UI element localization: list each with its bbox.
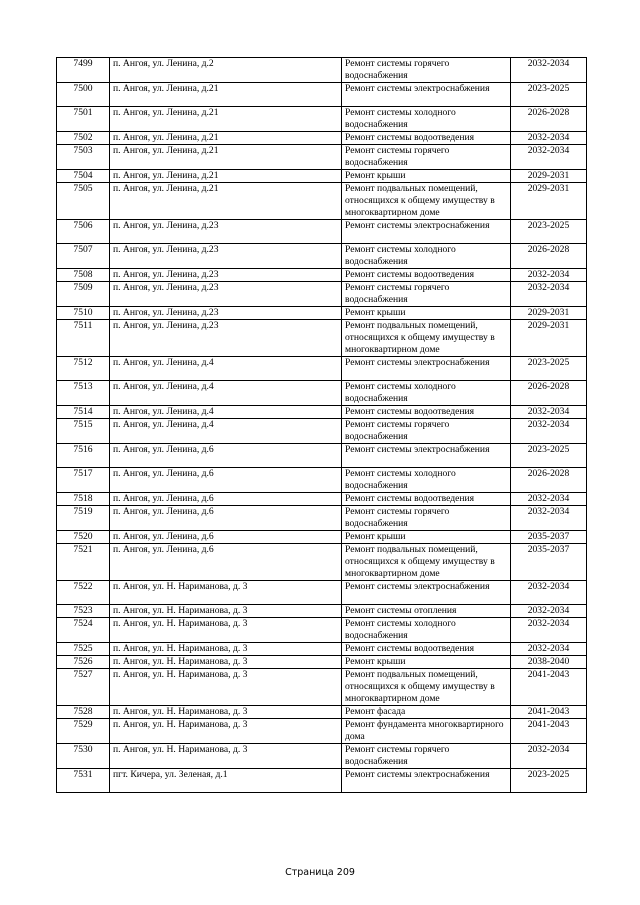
- table-row: [57, 307, 587, 320]
- address-cell: п. Ангоя, ул. Ленина, д.21: [110, 132, 342, 145]
- table-row: [57, 244, 587, 269]
- row-number: 7516: [57, 444, 110, 468]
- address-cell: п. Ангоя, ул. Ленина, д.23: [110, 307, 342, 320]
- row-number: 7522: [57, 581, 110, 605]
- address-cell: п. Ангоя, ул. Ленина, д.6: [110, 531, 342, 544]
- period-cell: 2026-2028: [511, 381, 587, 406]
- table-row: [57, 493, 587, 506]
- period-cell: 2023-2025: [511, 220, 587, 244]
- table-row: [57, 719, 587, 744]
- row-number: 7530: [57, 744, 110, 769]
- work-type-cell: Ремонт системы электроснабжения: [342, 220, 511, 244]
- table-row: [57, 406, 587, 419]
- address-cell: п. Ангоя, ул. Ленина, д.4: [110, 381, 342, 406]
- address-cell: пгт. Кичера, ул. Зеленая, д.1: [110, 769, 342, 793]
- work-type-cell: Ремонт системы электроснабжения: [342, 769, 511, 793]
- table-row: [57, 83, 587, 107]
- period-cell: 2023-2025: [511, 83, 587, 107]
- work-type-cell: Ремонт системы водоотведения: [342, 269, 511, 282]
- period-cell: 2026-2028: [511, 468, 587, 493]
- work-type-cell: Ремонт фасада: [342, 706, 511, 719]
- table-row: [57, 744, 587, 769]
- address-cell: п. Ангоя, ул. Ленина, д.21: [110, 183, 342, 220]
- table-row: [57, 506, 587, 531]
- period-cell: 2032-2034: [511, 419, 587, 444]
- address-cell: п. Ангоя, ул. Н. Нариманова, д. 3: [110, 581, 342, 605]
- table-row: [57, 220, 587, 244]
- address-cell: п. Ангоя, ул. Ленина, д.4: [110, 406, 342, 419]
- address-cell: п. Ангоя, ул. Н. Нариманова, д. 3: [110, 643, 342, 656]
- work-type-cell: Ремонт системы электроснабжения: [342, 83, 511, 107]
- row-number: 7501: [57, 107, 110, 132]
- period-cell: 2026-2028: [511, 244, 587, 269]
- row-number: 7509: [57, 282, 110, 307]
- period-cell: 2029-2031: [511, 183, 587, 220]
- work-type-cell: Ремонт системы отопления: [342, 605, 511, 618]
- table-row: [57, 605, 587, 618]
- table-row: [57, 581, 587, 605]
- address-cell: п. Ангоя, ул. Ленина, д.21: [110, 145, 342, 170]
- table-row: [57, 444, 587, 468]
- period-cell: 2029-2031: [511, 307, 587, 320]
- table-body: [57, 58, 587, 793]
- period-cell: 2041-2043: [511, 719, 587, 744]
- address-cell: п. Ангоя, ул. Ленина, д.21: [110, 170, 342, 183]
- row-number: 7508: [57, 269, 110, 282]
- work-type-cell: Ремонт системы холодного водоснабжения: [342, 107, 511, 132]
- period-cell: 2032-2034: [511, 493, 587, 506]
- table-row: [57, 669, 587, 706]
- table-row: [57, 656, 587, 669]
- address-cell: п. Ангоя, ул. Ленина, д.21: [110, 107, 342, 132]
- row-number: 7506: [57, 220, 110, 244]
- period-cell: 2035-2037: [511, 531, 587, 544]
- address-cell: п. Ангоя, ул. Ленина, д.21: [110, 83, 342, 107]
- row-number: 7528: [57, 706, 110, 719]
- table-row: [57, 58, 587, 83]
- address-cell: п. Ангоя, ул. Ленина, д.6: [110, 506, 342, 531]
- work-type-cell: Ремонт системы водоотведения: [342, 132, 511, 145]
- row-number: 7500: [57, 83, 110, 107]
- row-number: 7513: [57, 381, 110, 406]
- period-cell: 2041-2043: [511, 706, 587, 719]
- address-cell: п. Ангоя, ул. Ленина, д.23: [110, 244, 342, 269]
- work-type-cell: Ремонт системы холодного водоснабжения: [342, 381, 511, 406]
- address-cell: п. Ангоя, ул. Н. Нариманова, д. 3: [110, 706, 342, 719]
- work-type-cell: Ремонт системы электроснабжения: [342, 581, 511, 605]
- work-type-cell: Ремонт системы холодного водоснабжения: [342, 244, 511, 269]
- address-cell: п. Ангоя, ул. Н. Нариманова, д. 3: [110, 669, 342, 706]
- address-cell: п. Ангоя, ул. Ленина, д.6: [110, 444, 342, 468]
- row-number: 7505: [57, 183, 110, 220]
- work-type-cell: Ремонт системы горячего водоснабжения: [342, 419, 511, 444]
- work-type-cell: Ремонт подвальных помещений, относящихся к общему имуществу в многоквартирном доме: [342, 669, 511, 706]
- period-cell: 2032-2034: [511, 605, 587, 618]
- row-number: 7529: [57, 719, 110, 744]
- table-row: [57, 357, 587, 381]
- work-type-cell: Ремонт системы водоотведения: [342, 406, 511, 419]
- period-cell: 2035-2037: [511, 544, 587, 581]
- table-row: [57, 107, 587, 132]
- period-cell: 2032-2034: [511, 506, 587, 531]
- address-cell: п. Ангоя, ул. Ленина, д.4: [110, 419, 342, 444]
- page-number: Страница 209: [285, 867, 355, 878]
- period-cell: 2032-2034: [511, 269, 587, 282]
- table-row: [57, 132, 587, 145]
- row-number: 7524: [57, 618, 110, 643]
- address-cell: п. Ангоя, ул. Ленина, д.23: [110, 320, 342, 357]
- row-number: 7514: [57, 406, 110, 419]
- address-cell: п. Ангоя, ул. Н. Нариманова, д. 3: [110, 744, 342, 769]
- table-row: [57, 269, 587, 282]
- period-cell: 2029-2031: [511, 320, 587, 357]
- table-row: [57, 544, 587, 581]
- address-cell: п. Ангоя, ул. Ленина, д.4: [110, 357, 342, 381]
- work-type-cell: Ремонт фундамента многоквартирного дома: [342, 719, 511, 744]
- row-number: 7521: [57, 544, 110, 581]
- period-cell: 2041-2043: [511, 669, 587, 706]
- period-cell: 2023-2025: [511, 444, 587, 468]
- table-row: [57, 170, 587, 183]
- period-cell: 2026-2028: [511, 107, 587, 132]
- work-type-cell: Ремонт системы водоотведения: [342, 643, 511, 656]
- address-cell: п. Ангоя, ул. Н. Нариманова, д. 3: [110, 618, 342, 643]
- work-type-cell: Ремонт крыши: [342, 307, 511, 320]
- row-number: 7520: [57, 531, 110, 544]
- period-cell: 2023-2025: [511, 769, 587, 793]
- row-number: 7525: [57, 643, 110, 656]
- table-row: [57, 183, 587, 220]
- row-number: 7517: [57, 468, 110, 493]
- work-type-cell: Ремонт крыши: [342, 170, 511, 183]
- address-cell: п. Ангоя, ул. Ленина, д.23: [110, 282, 342, 307]
- period-cell: 2032-2034: [511, 145, 587, 170]
- table-row: [57, 282, 587, 307]
- period-cell: 2032-2034: [511, 282, 587, 307]
- capital-repair-table: [56, 57, 587, 793]
- work-type-cell: Ремонт системы горячего водоснабжения: [342, 58, 511, 83]
- table-row: [57, 468, 587, 493]
- address-cell: п. Ангоя, ул. Ленина, д.23: [110, 269, 342, 282]
- row-number: 7523: [57, 605, 110, 618]
- address-cell: п. Ангоя, ул. Н. Нариманова, д. 3: [110, 605, 342, 618]
- period-cell: 2029-2031: [511, 170, 587, 183]
- period-cell: 2032-2034: [511, 132, 587, 145]
- row-number: 7526: [57, 656, 110, 669]
- work-type-cell: Ремонт подвальных помещений, относящихся к общему имуществу в многоквартирном доме: [342, 320, 511, 357]
- address-cell: п. Ангоя, ул. Ленина, д.23: [110, 220, 342, 244]
- table-row: [57, 706, 587, 719]
- row-number: 7515: [57, 419, 110, 444]
- work-type-cell: Ремонт системы горячего водоснабжения: [342, 282, 511, 307]
- address-cell: п. Ангоя, ул. Ленина, д.6: [110, 493, 342, 506]
- address-cell: п. Ангоя, ул. Н. Нариманова, д. 3: [110, 656, 342, 669]
- row-number: 7511: [57, 320, 110, 357]
- period-cell: 2032-2034: [511, 643, 587, 656]
- table-row: [57, 320, 587, 357]
- period-cell: 2038-2040: [511, 656, 587, 669]
- address-cell: п. Ангоя, ул. Ленина, д.6: [110, 544, 342, 581]
- period-cell: 2032-2034: [511, 58, 587, 83]
- period-cell: 2032-2034: [511, 618, 587, 643]
- address-cell: п. Ангоя, ул. Ленина, д.6: [110, 468, 342, 493]
- table-row: [57, 769, 587, 793]
- row-number: 7510: [57, 307, 110, 320]
- work-type-cell: Ремонт системы электроснабжения: [342, 357, 511, 381]
- table-row: [57, 381, 587, 406]
- work-type-cell: Ремонт системы электроснабжения: [342, 444, 511, 468]
- row-number: 7519: [57, 506, 110, 531]
- work-type-cell: Ремонт подвальных помещений, относящихся к общему имуществу в многоквартирном доме: [342, 183, 511, 220]
- work-type-cell: Ремонт системы горячего водоснабжения: [342, 506, 511, 531]
- work-type-cell: Ремонт системы холодного водоснабжения: [342, 468, 511, 493]
- address-cell: п. Ангоя, ул. Н. Нариманова, д. 3: [110, 719, 342, 744]
- work-type-cell: Ремонт системы холодного водоснабжения: [342, 618, 511, 643]
- period-cell: 2032-2034: [511, 406, 587, 419]
- work-type-cell: Ремонт крыши: [342, 656, 511, 669]
- work-type-cell: Ремонт системы водоотведения: [342, 493, 511, 506]
- period-cell: 2032-2034: [511, 744, 587, 769]
- row-number: 7507: [57, 244, 110, 269]
- row-number: 7503: [57, 145, 110, 170]
- row-number: 7531: [57, 769, 110, 793]
- row-number: 7504: [57, 170, 110, 183]
- row-number: 7527: [57, 669, 110, 706]
- row-number: 7512: [57, 357, 110, 381]
- row-number: 7499: [57, 58, 110, 83]
- row-number: 7518: [57, 493, 110, 506]
- work-type-cell: Ремонт системы горячего водоснабжения: [342, 744, 511, 769]
- period-cell: 2032-2034: [511, 581, 587, 605]
- address-cell: п. Ангоя, ул. Ленина, д.2: [110, 58, 342, 83]
- table-row: [57, 618, 587, 643]
- work-type-cell: Ремонт крыши: [342, 531, 511, 544]
- table-row: [57, 145, 587, 170]
- work-type-cell: Ремонт системы горячего водоснабжения: [342, 145, 511, 170]
- table-row: [57, 643, 587, 656]
- period-cell: 2023-2025: [511, 357, 587, 381]
- table-row: [57, 531, 587, 544]
- work-type-cell: Ремонт подвальных помещений, относящихся к общему имуществу в многоквартирном доме: [342, 544, 511, 581]
- table-row: [57, 419, 587, 444]
- row-number: 7502: [57, 132, 110, 145]
